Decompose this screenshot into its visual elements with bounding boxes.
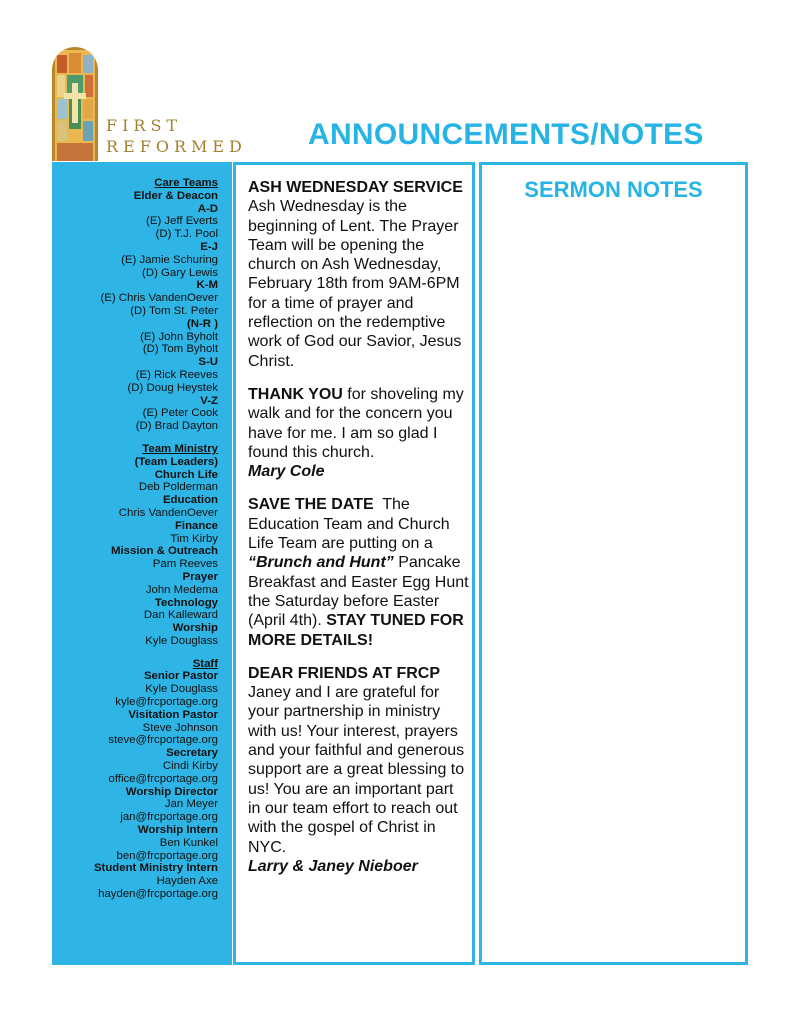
team-leader: Pam Reeves — [152, 558, 218, 571]
care-group-member: (D) Tom St. Peter — [130, 304, 218, 317]
staff-name: Ben Kunkel — [159, 836, 218, 849]
care-group-member: (E) Chris VandenOever — [100, 292, 218, 305]
ash-wednesday-title: ASH WEDNESDAY SERVICE — [248, 179, 463, 196]
team-ministry-subheading: (Team Leaders) — [134, 455, 218, 468]
thank-you-title: THANK YOU — [248, 385, 343, 403]
care-group-member: (D) Gary Lewis — [142, 266, 218, 279]
team-label: Prayer — [182, 570, 218, 583]
logo-line-first: FIRST — [106, 116, 183, 135]
staff-name: Steve Johnson — [142, 721, 218, 734]
thank-you-body: for shoveling my walk and for the concern you have for me. I am so glad I found this church. — [248, 385, 464, 461]
care-group-member: (D) T.J. Pool — [155, 228, 218, 241]
team-label: Worship — [172, 622, 218, 635]
staff-heading: Staff — [192, 657, 218, 670]
care-group-label: K-M — [196, 279, 218, 292]
staff-role: Secretary — [166, 747, 218, 760]
save-the-date-announcement — [248, 495, 470, 649]
announcements-column — [248, 178, 470, 890]
stained-glass-window-icon — [52, 47, 98, 161]
care-group-member: (D) Brad Dayton — [135, 420, 218, 433]
care-group-label: V-Z — [200, 394, 218, 407]
care-group-member: (D) Doug Heystek — [127, 381, 218, 394]
team-leader: Tim Kirby — [170, 532, 218, 545]
save-the-date-body-after: Pancake Breakfast and Easter Egg Hunt the Saturday before Easter (April 4th). — [248, 554, 469, 630]
staff-name: Cindi Kirby — [162, 760, 218, 773]
page-title: ANNOUNCEMENTS/NOTES — [308, 118, 704, 151]
thank-you-announcement — [248, 385, 470, 481]
care-group-member: (E) Jeff Everts — [146, 215, 218, 228]
team-leader: Dan Kalleward — [143, 609, 218, 622]
staff-name: Kyle Douglass — [145, 683, 218, 696]
care-group-member: (D) Tom Byholt — [142, 343, 218, 356]
care-group-member: (E) Peter Cook — [142, 407, 218, 420]
team-label: Education — [162, 494, 218, 507]
save-the-date-body: The Education Team and Church Life Team are putting on a — [248, 496, 450, 553]
team-label: Church Life — [154, 468, 218, 481]
team-label: Finance — [174, 519, 218, 532]
stained-glass-logo-icon — [52, 47, 98, 161]
logo-line-reformed: REFORMED — [106, 137, 247, 156]
sidebar-directory — [48, 177, 218, 901]
staff-role: Student Ministry Intern — [93, 862, 218, 875]
care-group-label: E-J — [200, 240, 218, 253]
dear-friends-signature: Larry & Janey Nieboer — [248, 857, 418, 875]
staff-email[interactable]: office@frcportage.org — [108, 772, 218, 785]
staff-role: Visitation Pastor — [128, 708, 218, 721]
ash-wednesday-body: Ash Wednesday is the beginning of Lent. The Prayer Team will be opening the church on Ash Wednesday, February 18th from 9AM-6PM for a time of prayer and reflection on the redemptive work of God our Savior, Jesus Christ. — [248, 198, 462, 370]
save-the-date-event: “Brunch and Hunt” — [248, 554, 394, 572]
care-group-label: S-U — [198, 356, 218, 369]
care-group-member: (E) Jamie Schuring — [121, 253, 218, 266]
staff-role: Senior Pastor — [143, 670, 218, 683]
staff-email[interactable]: hayden@frcportage.org — [98, 888, 218, 901]
dear-friends-announcement — [248, 664, 470, 876]
sermon-notes-column-frame — [479, 162, 748, 965]
care-group-member: (E) John Byholt — [140, 330, 218, 343]
team-ministry-heading: Team Ministry — [142, 442, 218, 455]
staff-email[interactable]: ben@frcportage.org — [116, 849, 218, 862]
care-group-label: (N-R ) — [187, 317, 218, 330]
staff-name: Jan Meyer — [164, 798, 218, 811]
dear-friends-body: Janey and I are grateful for your partnership in ministry with us! Your interest, prayers and your faithful and generous support are a great blessing to us! You are an important part in our team effort to reach out with the gospel of Christ in NYC. — [248, 684, 465, 856]
care-group-label: A-D — [197, 202, 218, 215]
team-label: Mission & Outreach — [111, 545, 218, 558]
care-group-member: (E) Rick Reeves — [135, 368, 218, 381]
sermon-notes-title: SERMON NOTES — [524, 177, 703, 202]
team-leader: Kyle Douglass — [145, 634, 218, 647]
sidebar — [52, 162, 232, 965]
team-label: Technology — [154, 596, 218, 609]
team-leader: Deb Polderman — [138, 481, 218, 494]
staff-email[interactable]: jan@frcportage.org — [120, 811, 218, 824]
thank-you-signature: Mary Cole — [248, 463, 325, 481]
staff-role: Worship Intern — [137, 824, 218, 837]
care-teams-group-title: Elder & Deacon — [133, 189, 218, 202]
team-leader: John Medema — [145, 583, 218, 596]
staff-name: Hayden Axe — [156, 875, 218, 888]
team-leader: Chris VandenOever — [118, 506, 218, 519]
church-logo-text — [106, 115, 247, 157]
save-the-date-closing: STAY TUNED FOR MORE DETAILS! — [248, 612, 464, 649]
dear-friends-title: DEAR FRIENDS AT FRCP — [248, 664, 440, 682]
ash-wednesday-announcement — [248, 178, 470, 371]
save-the-date-title: SAVE THE DATE — [248, 496, 374, 514]
care-teams-heading: Care Teams — [154, 177, 218, 189]
staff-email[interactable]: kyle@frcportage.org — [115, 696, 218, 709]
staff-role: Worship Director — [125, 785, 218, 798]
staff-email[interactable]: steve@frcportage.org — [108, 734, 218, 747]
